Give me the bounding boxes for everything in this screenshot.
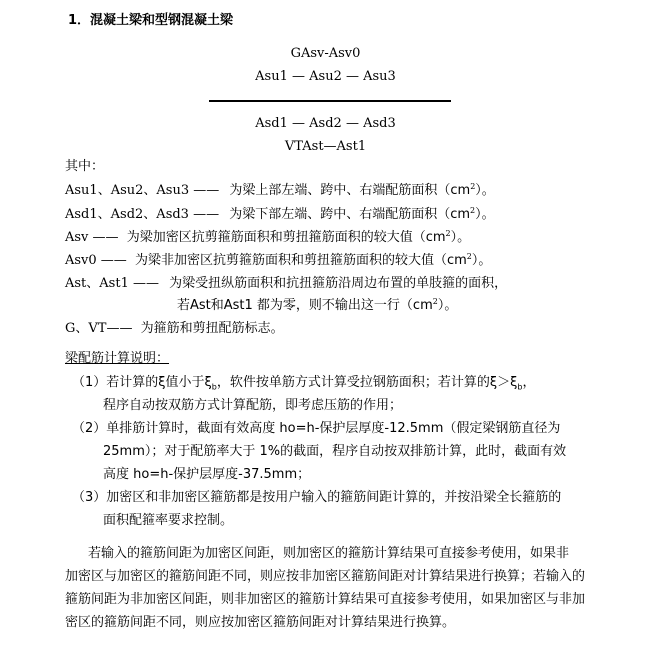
note-1-line-2: 程序自动按双筋方式计算配筋，即考虑压筋的作用；	[103, 398, 403, 413]
formula-numerator-1: GAsv-Asv0	[290, 46, 361, 61]
legend-sup: 2	[432, 297, 438, 306]
legend-item	[65, 229, 470, 247]
note-1-text-b: ，软件按单筋方式计算受拉钢筋面积；若计算的ξ＞ξ	[216, 375, 518, 390]
note-3-line-1: （3）加密区和非加密区箍筋都是按用户输入的箍筋间距计算的，并按沿梁全长箍筋的	[72, 490, 562, 505]
formula-denominator-2: VTAst—Ast1	[284, 139, 367, 154]
legend-term: Asv ——	[65, 230, 119, 245]
legend-term: G、VT——	[65, 321, 133, 336]
legend-end: ）。	[471, 253, 492, 268]
legend-term: Asd1、Asd2、Asd3 ——	[65, 207, 220, 222]
legend-desc: 为梁受扭纵筋面积和抗扭箍筋沿周边布置的单肢箍的面积，	[169, 276, 508, 291]
legend-sup: 2	[470, 206, 476, 215]
section-title: 1．混凝土梁和型钢混凝土梁	[68, 13, 234, 28]
calc-notes-heading: 梁配筋计算说明：	[65, 351, 170, 366]
legend-term: Asv0 ——	[65, 253, 127, 268]
legend-intro: 其中：	[65, 159, 105, 174]
paragraph-line-3: 箍筋间距为非加密区间距，则非加密区的箍筋计算结果可直接参考使用，如果加密区与非加	[65, 592, 586, 607]
paragraph-line-4: 密区的箍筋间距不同，则应按加密区箍筋间距对计算结果进行换算。	[65, 615, 456, 630]
legend-desc: 为梁上部左端、跨中、右端配筋面积（cm	[229, 183, 471, 198]
legend-desc: 为梁加密区抗剪箍筋面积和剪扭箍筋面积的较大值（cm	[126, 230, 446, 245]
legend-end: ）。	[450, 230, 471, 245]
legend-sup: 2	[470, 182, 476, 191]
legend-item	[65, 320, 284, 338]
legend-term: Ast、Ast1 ——	[65, 276, 159, 291]
legend-term: Asu1、Asu2、Asu3 ——	[65, 183, 220, 198]
formula-numerator-2: Asu1 — Asu2 — Asu3	[255, 69, 396, 84]
legend-desc: 若Ast和Ast1 都为零，则不输出这一行（cm	[177, 298, 433, 313]
legend-item	[65, 182, 495, 200]
legend-item	[65, 206, 495, 224]
xi-b-subscript: b	[517, 382, 523, 392]
legend-desc: 为梁下部左端、跨中、右端配筋面积（cm	[229, 207, 471, 222]
legend-sup: 2	[466, 252, 472, 261]
paragraph-line-2: 加密区与加密区的箍筋间距不同，则应按非加密区箍筋间距对计算结果进行换算；若输入的	[65, 569, 586, 584]
note-1-text-c: ，	[522, 375, 536, 390]
legend-item	[65, 275, 507, 293]
formula-fraction-bar	[209, 100, 451, 102]
legend-item	[65, 252, 491, 270]
paragraph-line-1: 若输入的箍筋间距为加密区间距，则加密区的箍筋计算结果可直接参考使用，如果非	[88, 546, 570, 561]
legend-end: ）。	[475, 207, 495, 222]
legend-item	[177, 297, 457, 315]
xi-b-subscript: b	[211, 382, 217, 392]
note-1-line-1	[72, 374, 535, 397]
legend-sup: 2	[445, 229, 451, 238]
note-2-line-2: 25mm）；对于配筋率大于 1%的截面，程序自动按双排筋计算，此时，截面有效	[103, 444, 567, 459]
legend-desc: 为箍筋和剪扭配筋标志。	[140, 321, 284, 336]
formula-denominator-1: Asd1 — Asd2 — Asd3	[255, 116, 396, 131]
legend-end: ）。	[475, 183, 495, 198]
legend-end: ）。	[437, 298, 458, 313]
note-3-line-2: 面积配箍率要求控制。	[103, 513, 234, 528]
legend-desc: 为梁非加密区抗剪箍筋面积和剪扭箍筋面积的较大值（cm	[134, 253, 467, 268]
note-2-line-3: 高度 ho=h-保护层厚度-37.5mm；	[103, 467, 311, 482]
note-1-text-a: （1）若计算的ξ值小于ξ	[72, 375, 212, 390]
note-2-line-1: （2）单排筋计算时，截面有效高度 ho=h-保护层厚度-12.5mm（假定梁钢筋直径为	[72, 421, 561, 436]
